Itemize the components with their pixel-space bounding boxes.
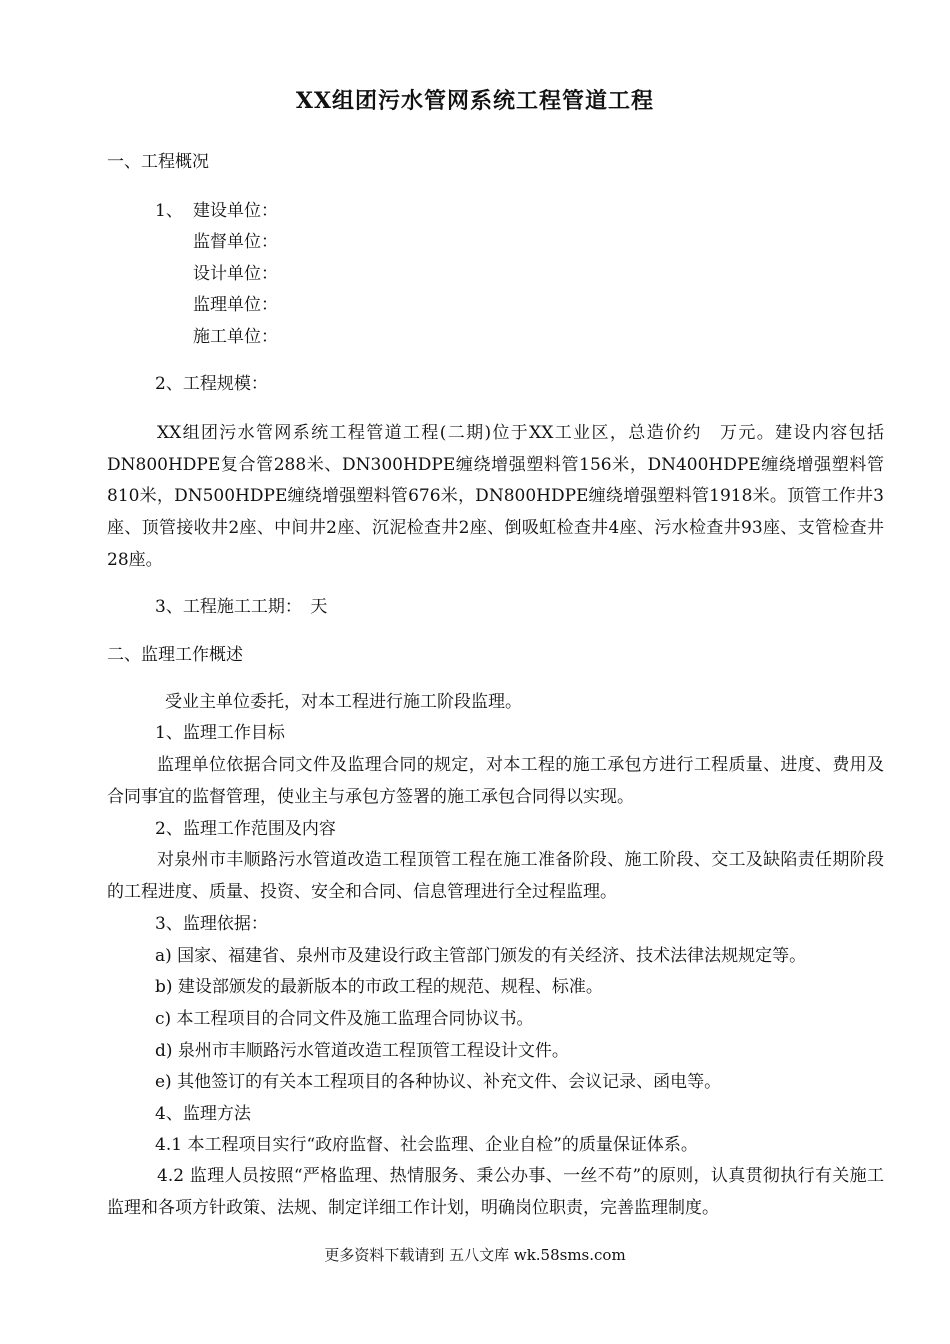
basis-item-e: e) 其他签订的有关本工程项目的各种协议、补充文件、会议记录、函电等。 [155,1072,722,1092]
item-number-1: 1、 [155,201,183,221]
supervision-intro: 受业主单位委托，对本工程进行施工阶段监理。 [165,692,522,712]
unit-contractor: 施工单位： [193,327,278,347]
document-title: XX组团污水管网系统工程管道工程 [295,88,655,114]
section-heading-overview: 一、工程概况 [107,152,209,172]
unit-construction: 建设单位： [193,201,278,221]
unit-design: 设计单位： [193,264,278,284]
basis-item-a: a) 国家、福建省、泉州市及建设行政主管部门颁发的有关经济、技术法律法规规定等。 [155,946,807,966]
section-heading-supervision: 二、监理工作概述 [107,645,243,665]
basis-item-d: d) 泉州市丰顺路污水管道改造工程顶管工程设计文件。 [155,1041,569,1061]
scope-paragraph: 对泉州市丰顺路污水管道改造工程顶管工程在施工准备阶段、施工阶段、交工及缺陷责任期阶段的工程进度、质量、投资、安全和合同、信息管理进行全过程监理。 [107,850,884,902]
goal-heading: 1、监理工作目标 [155,723,285,743]
item-scale-heading: 2、工程规模： [155,374,268,394]
unit-monitoring: 监理单位： [193,295,278,315]
method-heading: 4、监理方法 [155,1104,251,1124]
item-duration: 3、工程施工工期： 天 [155,597,328,617]
basis-item-c: c) 本工程项目的合同文件及施工监理合同协议书。 [155,1009,534,1029]
basis-item-b: b) 建设部颁发的最新版本的市政工程的规范、规程、标准。 [155,977,603,997]
basis-heading: 3、监理依据： [155,914,268,934]
method-4-1: 4.1 本工程项目实行“政府监督、社会监理、企业自检”的质量保证体系。 [155,1135,698,1155]
unit-supervision: 监督单位： [193,232,278,252]
goal-paragraph: 监理单位依据合同文件及监理合同的规定，对本工程的施工承包方进行工程质量、进度、费用及合同事宜的监督管理，使业主与承包方签署的施工承包合同得以实现。 [107,755,884,807]
scale-paragraph: XX组团污水管网系统工程管道工程(二期)位于XX工业区，总造价约 万元。建设内容包括DN800HDPE复合管288米、DN300HDPE缠绕增强塑料管156米，DN400HDPE缠绕增强塑料管810米，DN500HDPE缠绕增强塑料管676米，DN800HDPE缠绕增强塑料管1918米。顶管工作井3座、顶管接收井2座、中间井2座、沉泥检查井2座、倒吸虹检查井4座、污水检查井93座、支管检查井28座。 [107,423,884,570]
scope-heading: 2、监理工作范围及内容 [155,819,336,839]
method-4-2: 4.2 监理人员按照“严格监理、热情服务、秉公办事、一丝不苟”的原则，认真贯彻执行有关施工监理和各项方针政策、法规、制定详细工作计划，明确岗位职责，完善监理制度。 [107,1166,884,1218]
page-footer: 更多资料下载请到 五八文库 wk.58sms.com [324,1246,626,1264]
